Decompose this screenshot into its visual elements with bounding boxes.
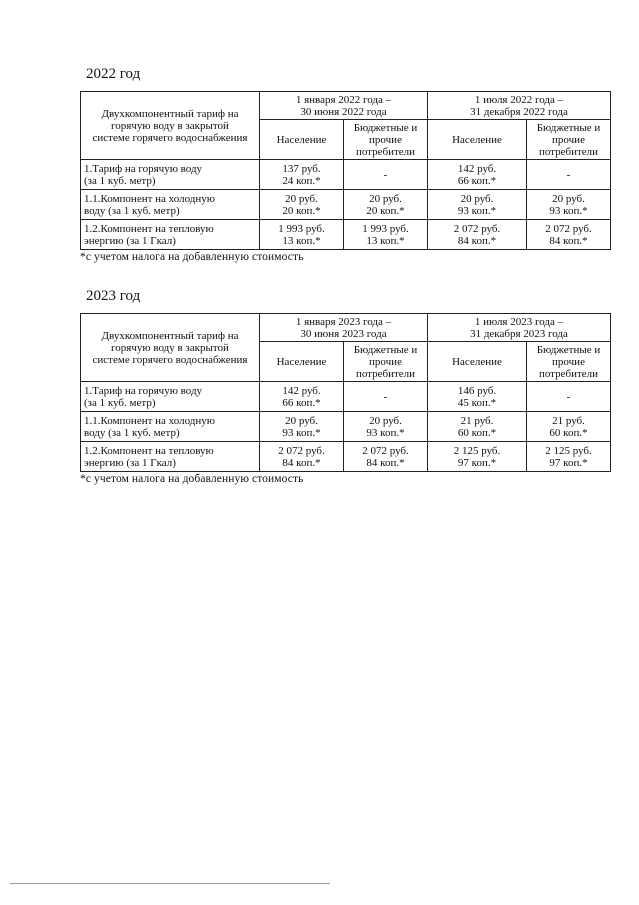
row-label: 1.Тариф на горячую воду (за 1 куб. метр) [81, 382, 260, 412]
table-row [81, 412, 611, 442]
header-period1: 1 января 2023 года – 30 июня 2023 года [260, 314, 428, 342]
cell: 146 руб. 45 коп.* [428, 382, 527, 412]
cell: 2 072 руб. 84 коп.* [260, 442, 344, 472]
cell: 142 руб. 66 коп.* [428, 160, 527, 190]
header-tariff: Двухкомпонентный тариф на горячую воду в закрытой системе горячего водоснабжения [81, 92, 260, 160]
section-title: 2022 год [86, 66, 141, 82]
cell: 137 руб. 24 коп.* [260, 160, 344, 190]
header-period2: 1 июля 2022 года – 31 декабря 2022 года [428, 92, 611, 120]
footnote: *с учетом налога на добавленную стоимость [80, 473, 304, 485]
table-row [81, 220, 611, 250]
cell: 2 125 руб. 97 коп.* [428, 442, 527, 472]
cell: 21 руб. 60 коп.* [527, 412, 611, 442]
row-label: 1.1.Компонент на холодную воду (за 1 куб. метр) [81, 190, 260, 220]
header-population: Население [260, 120, 344, 160]
table-row [81, 442, 611, 472]
page-bottom-rule [10, 883, 330, 884]
cell: 2 125 руб. 97 коп.* [527, 442, 611, 472]
cell: 20 руб. 93 коп.* [260, 412, 344, 442]
cell: 20 руб. 20 коп.* [344, 190, 428, 220]
tariff-table [80, 91, 611, 250]
header-budget: Бюджетные и прочие потребители [344, 342, 428, 382]
section-2023 [80, 288, 611, 485]
header-tariff: Двухкомпонентный тариф на горячую воду в закрытой системе горячего водоснабжения [81, 314, 260, 382]
header-population: Население [260, 342, 344, 382]
header-budget: Бюджетные и прочие потребители [527, 120, 611, 160]
footnote: *с учетом налога на добавленную стоимость [80, 251, 304, 263]
tariff-table [80, 313, 611, 472]
cell: 1 993 руб. 13 коп.* [344, 220, 428, 250]
cell: 1 993 руб. 13 коп.* [260, 220, 344, 250]
header-population: Население [428, 342, 527, 382]
table-row [81, 190, 611, 220]
cell: - [344, 160, 428, 190]
header-population: Население [428, 120, 527, 160]
cell: - [527, 382, 611, 412]
cell: 142 руб. 66 коп.* [260, 382, 344, 412]
cell: 2 072 руб. 84 коп.* [428, 220, 527, 250]
row-label: 1.1.Компонент на холодную воду (за 1 куб. метр) [81, 412, 260, 442]
header-period2: 1 июля 2023 года – 31 декабря 2023 года [428, 314, 611, 342]
row-label: 1.2.Компонент на тепловую энергию (за 1 Гкал) [81, 442, 260, 472]
cell: 20 руб. 20 коп.* [260, 190, 344, 220]
section-2022 [80, 66, 611, 263]
cell: - [527, 160, 611, 190]
header-budget: Бюджетные и прочие потребители [344, 120, 428, 160]
table-row [81, 382, 611, 412]
cell: - [344, 382, 428, 412]
cell: 20 руб. 93 коп.* [344, 412, 428, 442]
cell: 20 руб. 93 коп.* [527, 190, 611, 220]
header-period1: 1 января 2022 года – 30 июня 2022 года [260, 92, 428, 120]
cell: 2 072 руб. 84 коп.* [344, 442, 428, 472]
section-title: 2023 год [86, 288, 141, 304]
table-row [81, 160, 611, 190]
header-budget: Бюджетные и прочие потребители [527, 342, 611, 382]
cell: 2 072 руб. 84 коп.* [527, 220, 611, 250]
row-label: 1.Тариф на горячую воду (за 1 куб. метр) [81, 160, 260, 190]
cell: 21 руб. 60 коп.* [428, 412, 527, 442]
cell: 20 руб. 93 коп.* [428, 190, 527, 220]
row-label: 1.2.Компонент на тепловую энергию (за 1 Гкал) [81, 220, 260, 250]
